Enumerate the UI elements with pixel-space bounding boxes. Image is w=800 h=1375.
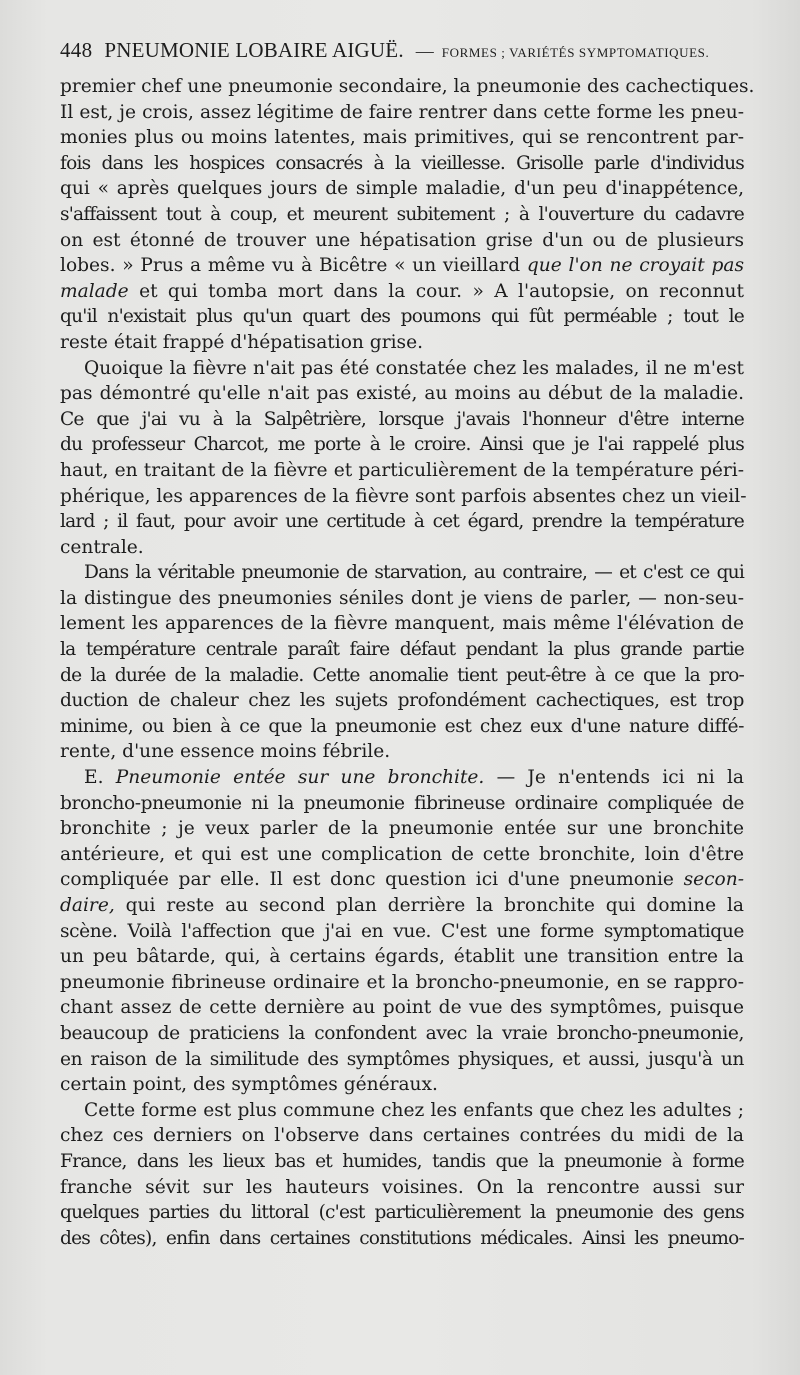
header-dash: — — [415, 41, 434, 61]
text-line: France, dans les lieux bas et humides, tandis que la pneumonie à forme — [60, 1150, 744, 1172]
text-run: et qui tomba mort dans la cour. » A l'autopsie, on reconnut — [139, 280, 745, 302]
text-line: lard ; il faut, pour avoir une certitude à cet égard, prendre la température — [60, 511, 744, 533]
text-line: on est étonné de trouver une hépatisation grise d'un ou de plusieurs — [60, 229, 744, 251]
text-line: en raison de la similitude des symptômes physiques, et aussi, jusqu'à un — [60, 1048, 744, 1070]
section-heading-line — [60, 765, 744, 791]
text-run: — Je n'entends ici ni la — [496, 767, 744, 789]
text-line: antérieure, et qui est une complication de cette bronchite, loin d'être — [60, 843, 744, 865]
text-line: lement les apparences de la fièvre manquent, mais même l'élévation de — [60, 613, 744, 635]
text-line: qu'il n'existait plus qu'un quart des poumons qui fût perméable ; tout le — [60, 306, 744, 328]
paragraph — [60, 560, 744, 765]
text-line: Il est, je crois, assez légitime de faire rentrer dans cette forme les pneu- — [60, 101, 744, 123]
paragraph — [60, 765, 744, 1098]
running-title: PNEUMONIE LOBAIRE AIGUË. — [104, 38, 404, 62]
text-line: quelques parties du littoral (c'est particulièrement la pneumonie des gens — [60, 1202, 744, 1224]
paragraph — [60, 74, 755, 356]
italic-run: malade — [60, 280, 129, 302]
text-line: centrale. — [60, 536, 144, 558]
text-line: franche sévit sur les hauteurs voisines. On la rencontre aussi sur — [60, 1176, 744, 1198]
text-line: s'affaissent tout à coup, et meurent subitement ; à l'ouverture du cadavre — [60, 203, 744, 225]
text-line: la distingue des pneumonies séniles dont je viens de parler, — non-seu- — [60, 587, 744, 609]
text-line: la température centrale paraît faire défaut pendant la plus grande partie — [60, 639, 744, 661]
text-line: des côtes), enfin dans certaines constitutions médicales. Ainsi les pneumo- — [60, 1227, 744, 1249]
text-line: fois dans les hospices consacrés à la vieillesse. Grisolle parle d'individus — [60, 152, 744, 174]
text-line: certain point, des symptômes généraux. — [60, 1074, 438, 1096]
section-title: FORMES ; VARIÉTÉS SYMPTOMATIQUES. — [441, 45, 710, 60]
section-label: E. — [84, 767, 104, 789]
text-line: qui « après quelques jours de simple maladie, d'un peu d'inappétence, — [60, 178, 744, 200]
page-header — [60, 38, 760, 68]
text-line: rente, d'une essence moins fébrile. — [60, 741, 391, 763]
text-line: broncho-pneumonie ni la pneumonie fibrineuse ordinaire compliquée de — [60, 792, 744, 814]
text-line: scène. Voilà l'affection que j'ai en vue. C'est une forme symptomatique — [60, 920, 744, 942]
text-line: reste était frappé d'hépatisation grise. — [60, 331, 424, 353]
text-line — [60, 893, 744, 919]
text-run: lobes. » Prus a même vu à Bicêtre « un vieillard — [60, 255, 521, 277]
section-heading: Pneumonie entée sur une bronchite. — [115, 767, 485, 789]
text-line: beaucoup de praticiens la confondent avec la vraie broncho-pneumonie, — [60, 1022, 744, 1044]
text-line — [60, 253, 744, 279]
paragraph — [60, 356, 747, 561]
text-line: Cette forme est plus commune chez les enfants que chez les adultes ; — [84, 1099, 744, 1121]
italic-run: daire, — [60, 895, 115, 916]
text-line: Ce que j'ai vu à la Salpêtrière, lorsque j'avais l'honneur d'être interne — [60, 408, 744, 430]
text-line: chant assez de cette dernière au point de vue des symptômes, puisque — [60, 997, 744, 1019]
text-line: Quoique la fièvre n'ait pas été constatée chez les malades, il ne m'est — [84, 357, 744, 379]
text-line: chez ces derniers on l'observe dans certaines contrées du midi de la — [60, 1125, 744, 1147]
paragraph — [60, 1098, 744, 1252]
text-line: pneumonie fibrineuse ordinaire et la broncho-pneumonie, en se rappro- — [60, 971, 744, 993]
text-line: haut, en traitant de la fièvre et particulièrement de la température péri- — [60, 459, 744, 481]
italic-run: que l'on ne croyait pas — [526, 255, 744, 277]
text-line: un peu bâtarde, qui, à certains égards, établit une transition entre la — [60, 946, 744, 968]
text-line: pas démontré qu'elle n'ait pas existé, au moins au début de la maladie. — [60, 383, 744, 405]
text-line: duction de chaleur chez les sujets profondément cachectiques, est trop — [60, 690, 744, 712]
text-line: Dans la véritable pneumonie de starvation, au contraire, — et c'est ce qui — [84, 562, 744, 584]
body-text — [60, 74, 755, 1251]
text-line: du professeur Charcot, me porte à le croire. Ainsi que je l'ai rappelé plus — [60, 434, 744, 456]
text-run: qui reste au second plan derrière la bronchite qui domine la — [125, 895, 744, 916]
text-line: premier chef une pneumonie secondaire, la pneumonie des cachectiques. — [60, 76, 755, 97]
text-line: de la durée de la maladie. Cette anomalie tient peut-être à ce que la pro- — [60, 664, 744, 686]
text-line: minime, ou bien à ce que la pneumonie est chez eux d'une nature diffé- — [60, 715, 744, 737]
text-run: compliquée par elle. Il est donc question ici d'une pneumonie — [60, 869, 674, 891]
italic-run: secon- — [683, 869, 744, 891]
text-line: monies plus ou moins latentes, mais primitives, qui se rencontrent par- — [60, 127, 744, 149]
text-line: phérique, les apparences de la fièvre sont parfois absentes chez un vieil- — [60, 485, 747, 507]
text-line: bronchite ; je veux parler de la pneumonie entée sur une bronchite — [60, 818, 744, 840]
text-line — [60, 867, 744, 893]
page-number: 448 — [60, 38, 93, 62]
text-line — [60, 279, 744, 305]
